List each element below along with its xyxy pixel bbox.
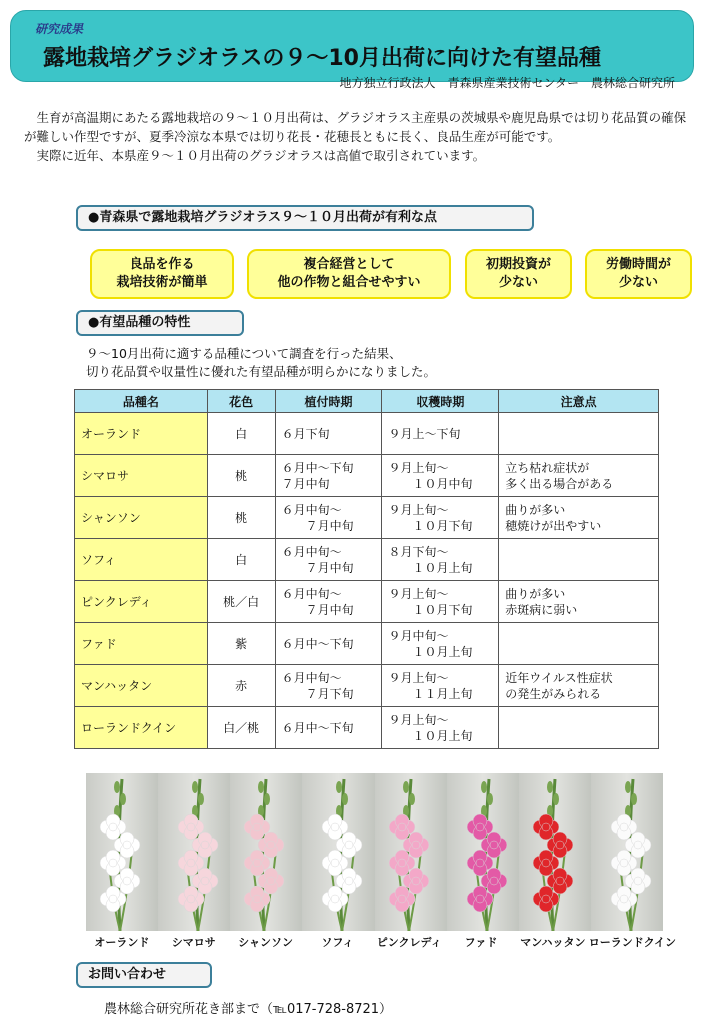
bud [553,793,559,805]
note-line: 赤斑病に弱い [505,602,578,617]
variety-name: シャンソン [75,497,208,539]
flower-photo [591,773,663,931]
bud [198,793,204,805]
varieties-heading: ●有望品種の特性 [76,310,244,336]
planting-time [275,455,382,497]
table-row [75,539,659,581]
planting-time [275,497,382,539]
planting-line: ６月中旬～ [281,544,342,559]
note-line: の発生がみられる [505,686,602,701]
note [499,707,659,749]
note [499,539,659,581]
variety-name: ピンクレディ [75,581,208,623]
advantage-line: 少ない [498,275,538,290]
harvest-line: １０月下旬 [412,518,473,533]
note-line: 近年ウイルス性症状 [505,670,613,685]
harvest-line: １０月上旬 [412,560,473,575]
header-banner [10,10,694,90]
harvest-line: ９月上旬～ [388,586,449,601]
advantage-line: 他の作物と組合せやすい [277,275,421,290]
photo-label: ピンクレディ [376,936,442,949]
bud [114,781,120,793]
planting-line: ６月中旬～ [281,502,342,517]
harvest-line: １０月上旬 [412,644,473,659]
note [499,581,659,623]
harvest-time [382,623,499,665]
bud [192,781,198,793]
note-line: 曲りが多い [505,586,566,601]
flower-color: 桃 [207,497,275,539]
planting-time [275,539,382,581]
flower-photo [519,773,591,931]
harvest-time [382,665,499,707]
advantage-item [465,249,572,299]
planting-line: ６月中～下旬 [281,460,354,475]
table-row [75,581,659,623]
varieties-description [86,345,436,381]
table-header-row [75,390,659,413]
note-line: 多く出る場合がある [505,476,614,491]
planting-line: ６月中～下旬 [281,720,354,735]
advantage-item [247,249,451,299]
flower-color: 桃 [207,455,275,497]
planting-line: ７月中旬 [305,518,354,533]
advantage-line: 複合経営として [303,257,395,272]
header-tag: 研究成果 [35,22,84,36]
flower-photo-strip [86,773,663,931]
bud [409,793,415,805]
gladiolus-illustration [519,773,591,931]
flower-photo [86,773,158,931]
column-header: 品種名 [75,390,208,413]
organization-name: 地方独立行政法人 青森県産業技術センター 農林総合研究所 [339,76,675,90]
advantage-item [90,249,234,299]
varieties-desc-line: 切り花品質や収量性に優れた有望品種が明らかになりました。 [86,364,437,379]
flower-color: 白 [207,539,275,581]
flower-color: 白／桃 [207,707,275,749]
table-row [75,413,659,455]
photo-label: マンハッタン [520,936,586,949]
flower-photo [158,773,230,931]
planting-time [275,581,382,623]
table-row [75,665,659,707]
harvest-line: ９月中旬～ [388,628,449,643]
photo-labels [86,934,676,950]
harvest-line: ９月上～下旬 [388,426,461,441]
planting-line: ６月中～下旬 [281,636,354,651]
harvest-time [382,581,499,623]
harvest-line: ９月上旬～ [388,502,449,517]
advantage-line: 初期投資が [485,257,551,272]
harvest-time [382,455,499,497]
gladiolus-illustration [375,773,447,931]
contact-heading: お問い合わせ [76,962,212,988]
column-header: 注意点 [499,390,659,413]
note [499,455,659,497]
contact-text: 農林総合研究所花き部まで（℡017-728-8721） [104,1002,393,1017]
advantage-line: 少ない [618,275,658,290]
harvest-line: ９月上旬～ [388,670,449,685]
gladiolus-illustration [591,773,663,931]
page-title: 露地栽培グラジオラスの９～10月出荷に向けた有望品種 [43,46,601,71]
harvest-line: １０月下旬 [412,602,473,617]
table-row [75,707,659,749]
harvest-line: １０月上旬 [412,728,473,743]
varieties-desc-line: ９～10月出荷に適する品種について調査を行った結果、 [86,346,402,361]
gladiolus-illustration [302,773,374,931]
bud [258,781,264,793]
flower-color: 桃／白 [207,581,275,623]
gladiolus-illustration [230,773,302,931]
planting-time [275,623,382,665]
bud [625,781,631,793]
table-row [75,623,659,665]
planting-line: ７月中旬 [305,602,354,617]
planting-line: ６月中旬～ [281,670,342,685]
harvest-line: ８月下旬～ [388,544,449,559]
planting-line: ６月中旬～ [281,586,342,601]
planting-line: ７月下旬 [305,686,354,701]
table-row [75,497,659,539]
varieties-table [74,389,659,749]
bud [264,793,270,805]
note-line: 曲りが多い [505,502,566,517]
harvest-line: １１月上旬 [412,686,473,701]
intro-paragraph-2: 実際に近年、本県産９～１０月出荷のグラジオラスは高値で取引されています。 [36,148,486,163]
intro-paragraph-1: 生育が高温期にあたる露地栽培の９～１０月出荷は、グラジオラス主産県の茨城県や鹿児島県では切り花品質の確保が難しい作型ですが、夏季冷涼な本県では切り花長・花穂長ともに長く、良品生産が可能です。 [24,110,687,144]
bud [403,781,409,793]
variety-name: ソフィ [75,539,208,581]
variety-name: マンハッタン [75,665,208,707]
planting-time [275,707,382,749]
flower-photo [375,773,447,931]
flower-photo [230,773,302,931]
column-header: 植付時期 [275,390,382,413]
planting-line: ７月中旬 [305,560,354,575]
note [499,413,659,455]
variety-name: オーランド [75,413,208,455]
bud [631,793,637,805]
variety-name: ローランドクイン [75,707,208,749]
planting-line: ６月下旬 [281,426,330,441]
gladiolus-illustration [447,773,519,931]
planting-time [275,413,382,455]
photo-label: シマロサ [171,936,216,949]
flower-color: 白 [207,413,275,455]
note [499,623,659,665]
variety-name: シマロサ [75,455,208,497]
column-header: 花色 [207,390,275,413]
harvest-line: １０月中旬 [412,476,473,491]
table-row [75,455,659,497]
harvest-line: ９月上旬～ [388,712,449,727]
planting-line: ７月中旬 [281,476,330,491]
flower-photo [447,773,519,931]
advantage-line: 栽培技術が簡単 [116,275,208,290]
bud [120,793,126,805]
note [499,497,659,539]
note-line: 立ち枯れ症状が [505,460,590,475]
variety-name: ファド [75,623,208,665]
flower-color: 赤 [207,665,275,707]
planting-time [275,665,382,707]
flower-color: 紫 [207,623,275,665]
photo-label: シャンソン [238,936,293,949]
intro-text [24,108,688,165]
photo-label: ソフィ [321,936,354,949]
gladiolus-illustration [158,773,230,931]
photo-label: ファド [464,936,498,949]
bud [481,781,487,793]
bud [342,793,348,805]
note-line: 穂焼けが出やすい [505,518,602,533]
harvest-line: ９月上旬～ [388,460,449,475]
advantage-item [585,249,692,299]
harvest-time [382,497,499,539]
bud [547,781,553,793]
column-header: 収穫時期 [382,390,499,413]
harvest-time [382,539,499,581]
advantage-line: 労働時間が [605,257,671,272]
harvest-time [382,707,499,749]
bud [336,781,342,793]
flower-photo [302,773,374,931]
gladiolus-illustration [86,773,158,931]
photo-label: オーランド [94,936,150,949]
note [499,665,659,707]
photo-label: ローランドクイン [588,936,677,949]
advantage-line: 良品を作る [129,257,195,272]
bud [487,793,493,805]
harvest-time [382,413,499,455]
advantages-heading: ●青森県で露地栽培グラジオラス９～１０月出荷が有利な点 [76,205,534,231]
